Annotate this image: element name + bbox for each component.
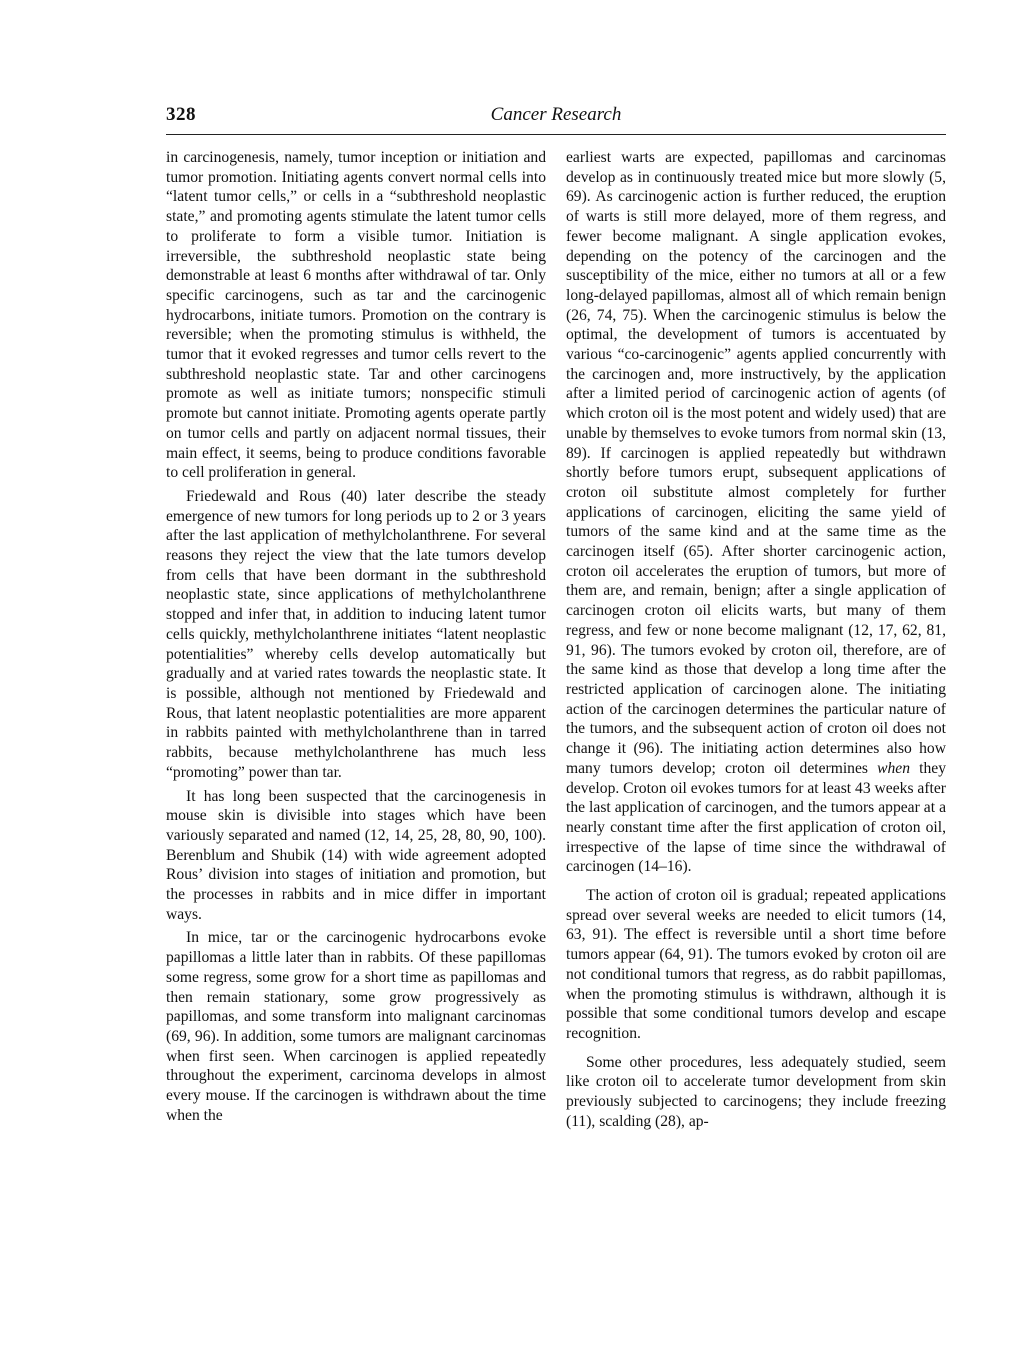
paragraph: It has long been suspected that the carcinogenesis in mouse skin is divisible into stages which have been variously separated and named (12, 14, 25, 28, 80, 90, 100). Berenblum and Shubik (14) with wide agreement adopted Rous’ division into stages of initiation and promotion, but the processes in rabbits and in mice differ in important ways. [166,787,546,923]
emphasis-text: when [877,759,911,777]
paragraph: Friedewald and Rous (40) later describe the steady emergence of new tumors for long periods up to 2 or 3 years after the last application of methylcholanthrene. For several reasons they reject the view that the late tumors develop from cells that have been dormant in the subthreshold neoplastic state, since applications of methylcholanthrene stopped and infer that, in addition to inducing latent tumor cells quickly, methylcholanthrene initiates “latent neoplastic potentialities” whereby cells develop automatically but gradually and at varied rates towards the neoplastic state. It is possible, although not mentioned by Friedewald and Rous, that latent neoplastic potentialities are more apparent in rabbits painted with methylcholanthrene than in tarred rabbits, because methylcholanthrene has much less “promoting” power than tar. [166,487,546,781]
right-column [566,148,946,1131]
paragraph: In mice, tar or the carcinogenic hydrocarbons evoke papillomas a little later than in rabbits. Of these papillomas some regress, some grow for a short time as papillomas and then remain stationary, some grow progressively as papillomas, and some transform into malignant carcinomas (69, 96). In addition, some tumors are malignant carcinomas when first seen. When carcinogen is applied repeatedly throughout the experiment, carcinoma develops in almost every mouse. If the carcinogen is withdrawn about the time when the [166,929,546,1124]
paragraph [566,148,946,877]
page-header [166,104,946,135]
paragraph-text: they develop. Croton oil evokes tumors for at least 43 weeks after the last application of carcinogen, and the tumors appear at a nearly constant time after the first application of croton oil, irrespective of the lapse of time since the withdrawal of carcinogen (14–16). [566,759,946,876]
paragraph: Some other procedures, less adequately studied, seem like croton oil to accelerate tumor development from skin previously subjected to carcinogens; they include freezing (11), scalding (28), ap- [566,1053,946,1130]
paragraph-text: earliest warts are expected, papillomas and carcinomas develop as in continuously treated mice but more slowly (5, 69). As carcinogenic action is further reduced, the eruption of warts is still more delayed, more of them regress, and fewer become malignant. A single application evokes, depending on the potency of the carcinogen and the susceptibility of the mice, either no tumors at all or a few long-delayed papillomas, almost all of which remain benign (26, 74, 75). When the carcinogenic stimulus is below the optimal, the development of tumors is accentuated by various “co-carcinogenic” agents applied concurrently with the carcinogen and, more instructively, by the application after a limited period of carcinogenic action of agents (of which croton oil is the most potent and widely used) that are unable by themselves to evoke tumors from normal skin (13, 89). If carcinogen is applied repeatedly but withdrawn shortly before tumors erupt, subsequent applications of croton oil substitute almost completely for further applications of carcinogen, eliciting the same yield of tumors of the same kind and at the same time as the carcinogen itself (65). After shorter carcinogenic action, croton oil accelerates the eruption of tumors, but more of them are, and remain, benign; after a single application of carcinogen croton oil elicits warts, but many of them regress, and few or none become malignant (12, 17, 62, 81, 91, 96). The tumors evoked by croton oil, therefore, are of the same kind as those that develop a long time after the restricted application of carcinogen alone. The initiating action of the carcinogen determines the particular nature of the tumors, and the subsequent action of croton oil does not change it (96). The initiating action determines also how many tumors develop; croton oil determines [566,149,946,777]
paragraph: The action of croton oil is gradual; repeated applications spread over several weeks are needed to elicit tumors (14, 63, 91). The effect is reversible until a short time before tumors appear (64, 91). The tumors evoked by croton oil are not conditional tumors that regress, as do rabbit papillomas, when the promoting stimulus is withdrawn, although it is possible that some conditional tumors develop and escape recognition. [566,887,946,1042]
journal-title: Cancer Research [490,104,622,125]
left-column [166,148,546,1125]
page-number: 328 [166,104,196,125]
paragraph: in carcinogenesis, namely, tumor inception or initiation and tumor promotion. Initiating agents convert normal cells into “latent tumor cells,” or cells in a “subthreshold neoplastic state,” and promoting agents stimulate the latent tumor cells to proliferate to form a visible tumor. Initiation is irreversible, the subthreshold neoplastic state being demonstrable at least 6 months after withdrawal of tar. Only specific carcinogens, such as tar and the carcinogenic hydrocarbons, initiate tumors. Promotion on the contrary is reversible; when the promoting stimulus is withheld, the tumor that it evoked regresses and tumor cells revert to the subthreshold neoplastic state. Tar and other carcinogens promote as well as initiate tumors; nonspecific stimuli promote but cannot initiate. Promoting agents operate partly on tumor cells and partly on adjacent normal tissues, their main effect, it seems, being to produce conditions favorable to cell proliferation in general. [166,149,546,482]
